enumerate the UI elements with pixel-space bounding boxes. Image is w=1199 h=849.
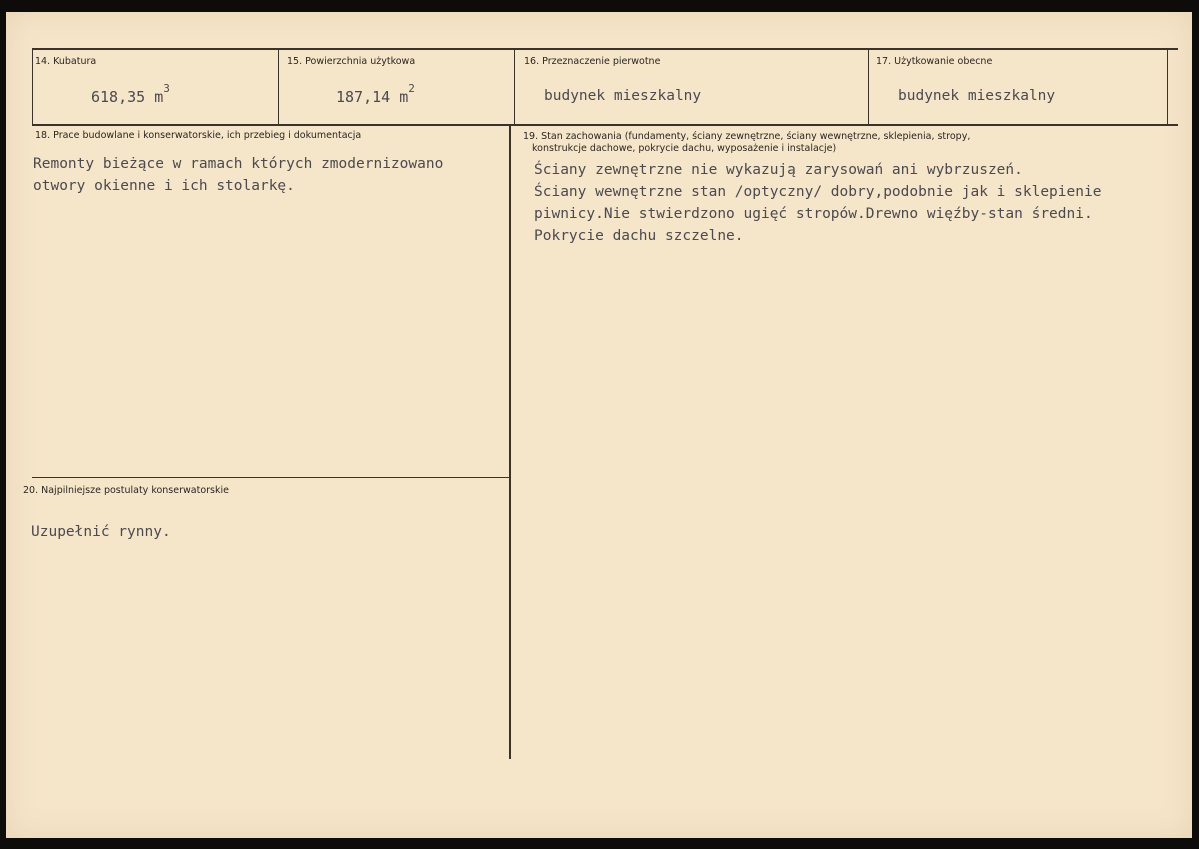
uzytkowanie-value: budynek mieszkalny xyxy=(898,88,1056,104)
right-border xyxy=(1167,48,1168,126)
uzytkowanie-label: 17. Użytkowanie obecne xyxy=(876,56,993,67)
stan-line-1: Ściany zewnętrzne nie wykazują zarysowań ani wybrzuszeń. xyxy=(534,162,1023,178)
stan-line-4: Pokrycie dachu szczelne. xyxy=(534,228,744,244)
top-rule xyxy=(32,48,1178,50)
left-border xyxy=(32,48,33,126)
vertical-divider xyxy=(509,125,511,759)
divider-15-16 xyxy=(514,48,515,126)
section-20-divider xyxy=(32,477,510,478)
divider-14-15 xyxy=(278,48,279,126)
record-card xyxy=(6,12,1192,838)
kubatura-label: 14. Kubatura xyxy=(35,56,97,67)
powierzchnia-value xyxy=(336,82,415,106)
stan-line-3: piwnicy.Nie stwierdzono ugięć stropów.Drewno więźby-stan średni. xyxy=(534,206,1093,222)
stan-label-line-1: 19. Stan zachowania (fundamenty, ściany zewnętrzne, ściany wewnętrzne, sklepienia, stropy, xyxy=(523,131,971,142)
header-divider xyxy=(32,124,1178,126)
prace-line-2: otwory okienne i ich stolarkę. xyxy=(33,178,295,194)
divider-16-17 xyxy=(868,48,869,126)
przeznaczenie-value: budynek mieszkalny xyxy=(544,88,702,104)
kubatura-unit-exponent: 3 xyxy=(163,82,170,95)
powierzchnia-unit-exponent: 2 xyxy=(408,82,415,95)
prace-line-1: Remonty bieżące w ramach których zmodernizowano xyxy=(33,156,444,172)
stan-label-line-2: konstrukcje dachowe, pokrycie dachu, wyposażenie i instalacje) xyxy=(532,143,837,154)
prace-label: 18. Prace budowlane i konserwatorskie, ich przebieg i dokumentacja xyxy=(35,130,362,141)
stan-line-2: Ściany wewnętrzne stan /optyczny/ dobry,podobnie jak i sklepienie xyxy=(534,184,1102,200)
postulaty-value: Uzupełnić rynny. xyxy=(31,524,171,540)
postulaty-label: 20. Najpilniejsze postulaty konserwatorskie xyxy=(23,485,229,496)
powierzchnia-label: 15. Powierzchnia użytkowa xyxy=(287,56,416,67)
powierzchnia-number: 187,14 m xyxy=(336,88,409,106)
kubatura-value xyxy=(91,82,170,106)
przeznaczenie-label: 16. Przeznaczenie pierwotne xyxy=(524,56,661,67)
kubatura-number: 618,35 m xyxy=(91,88,164,106)
